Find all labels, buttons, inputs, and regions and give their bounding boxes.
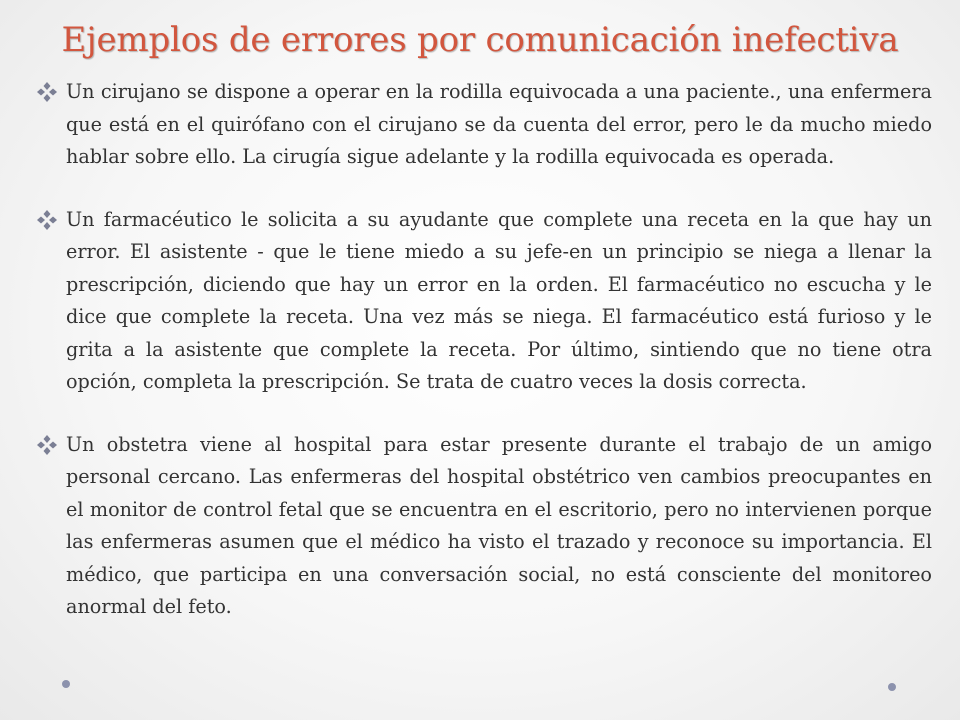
- diamond-bullet-icon: [36, 81, 58, 103]
- bullet-item-3: [36, 429, 932, 624]
- bullet-item-2: [36, 204, 932, 399]
- decorative-dot-right: [888, 683, 896, 691]
- diamond-bullet-icon: [36, 434, 58, 456]
- decorative-dot-left: [62, 680, 70, 688]
- bullet-list: [36, 76, 932, 654]
- bullet-item-1: [36, 76, 932, 174]
- bullet-text-3: Un obstetra viene al hospital para estar presente durante el trabajo de un amigo personal cercano. Las enfermeras del hospital obstétrico ven cambios preocupantes en el monitor de control fetal que se encuentra en el escritorio, pero no intervienen porque las enfermeras asumen que el médico ha visto el trazado y reconoce su importancia. El médico, que participa en una conversación social, no está consciente del monitoreo anormal del feto.: [66, 432, 932, 618]
- bullet-text-1: Un cirujano se dispone a operar en la rodilla equivocada a una paciente., una enfermera que está en el quirófano con el cirujano se da cuenta del error, pero le da mucho miedo hablar sobre ello. La cirugía sigue adelante y la rodilla equivocada es operada.: [66, 80, 932, 168]
- bullet-text-2: Un farmacéutico le solicita a su ayudante que complete una receta en la que hay un error. El asistente - que le tiene miedo a su jefe-en un principio se niega a llenar la prescripción, diciendo que hay un error en la orden. El farmacéutico no escucha y le dice que complete la receta. Una vez más se niega. El farmacéutico está furioso y le grita a la asistente que complete la receta. Por último, sintiendo que no tiene otra opción, completa la prescripción. Se trata de cuatro veces la dosis correcta.: [66, 207, 932, 393]
- slide-title: Ejemplos de errores por comunicación inefectiva: [61, 20, 899, 60]
- diamond-bullet-icon: [36, 209, 58, 231]
